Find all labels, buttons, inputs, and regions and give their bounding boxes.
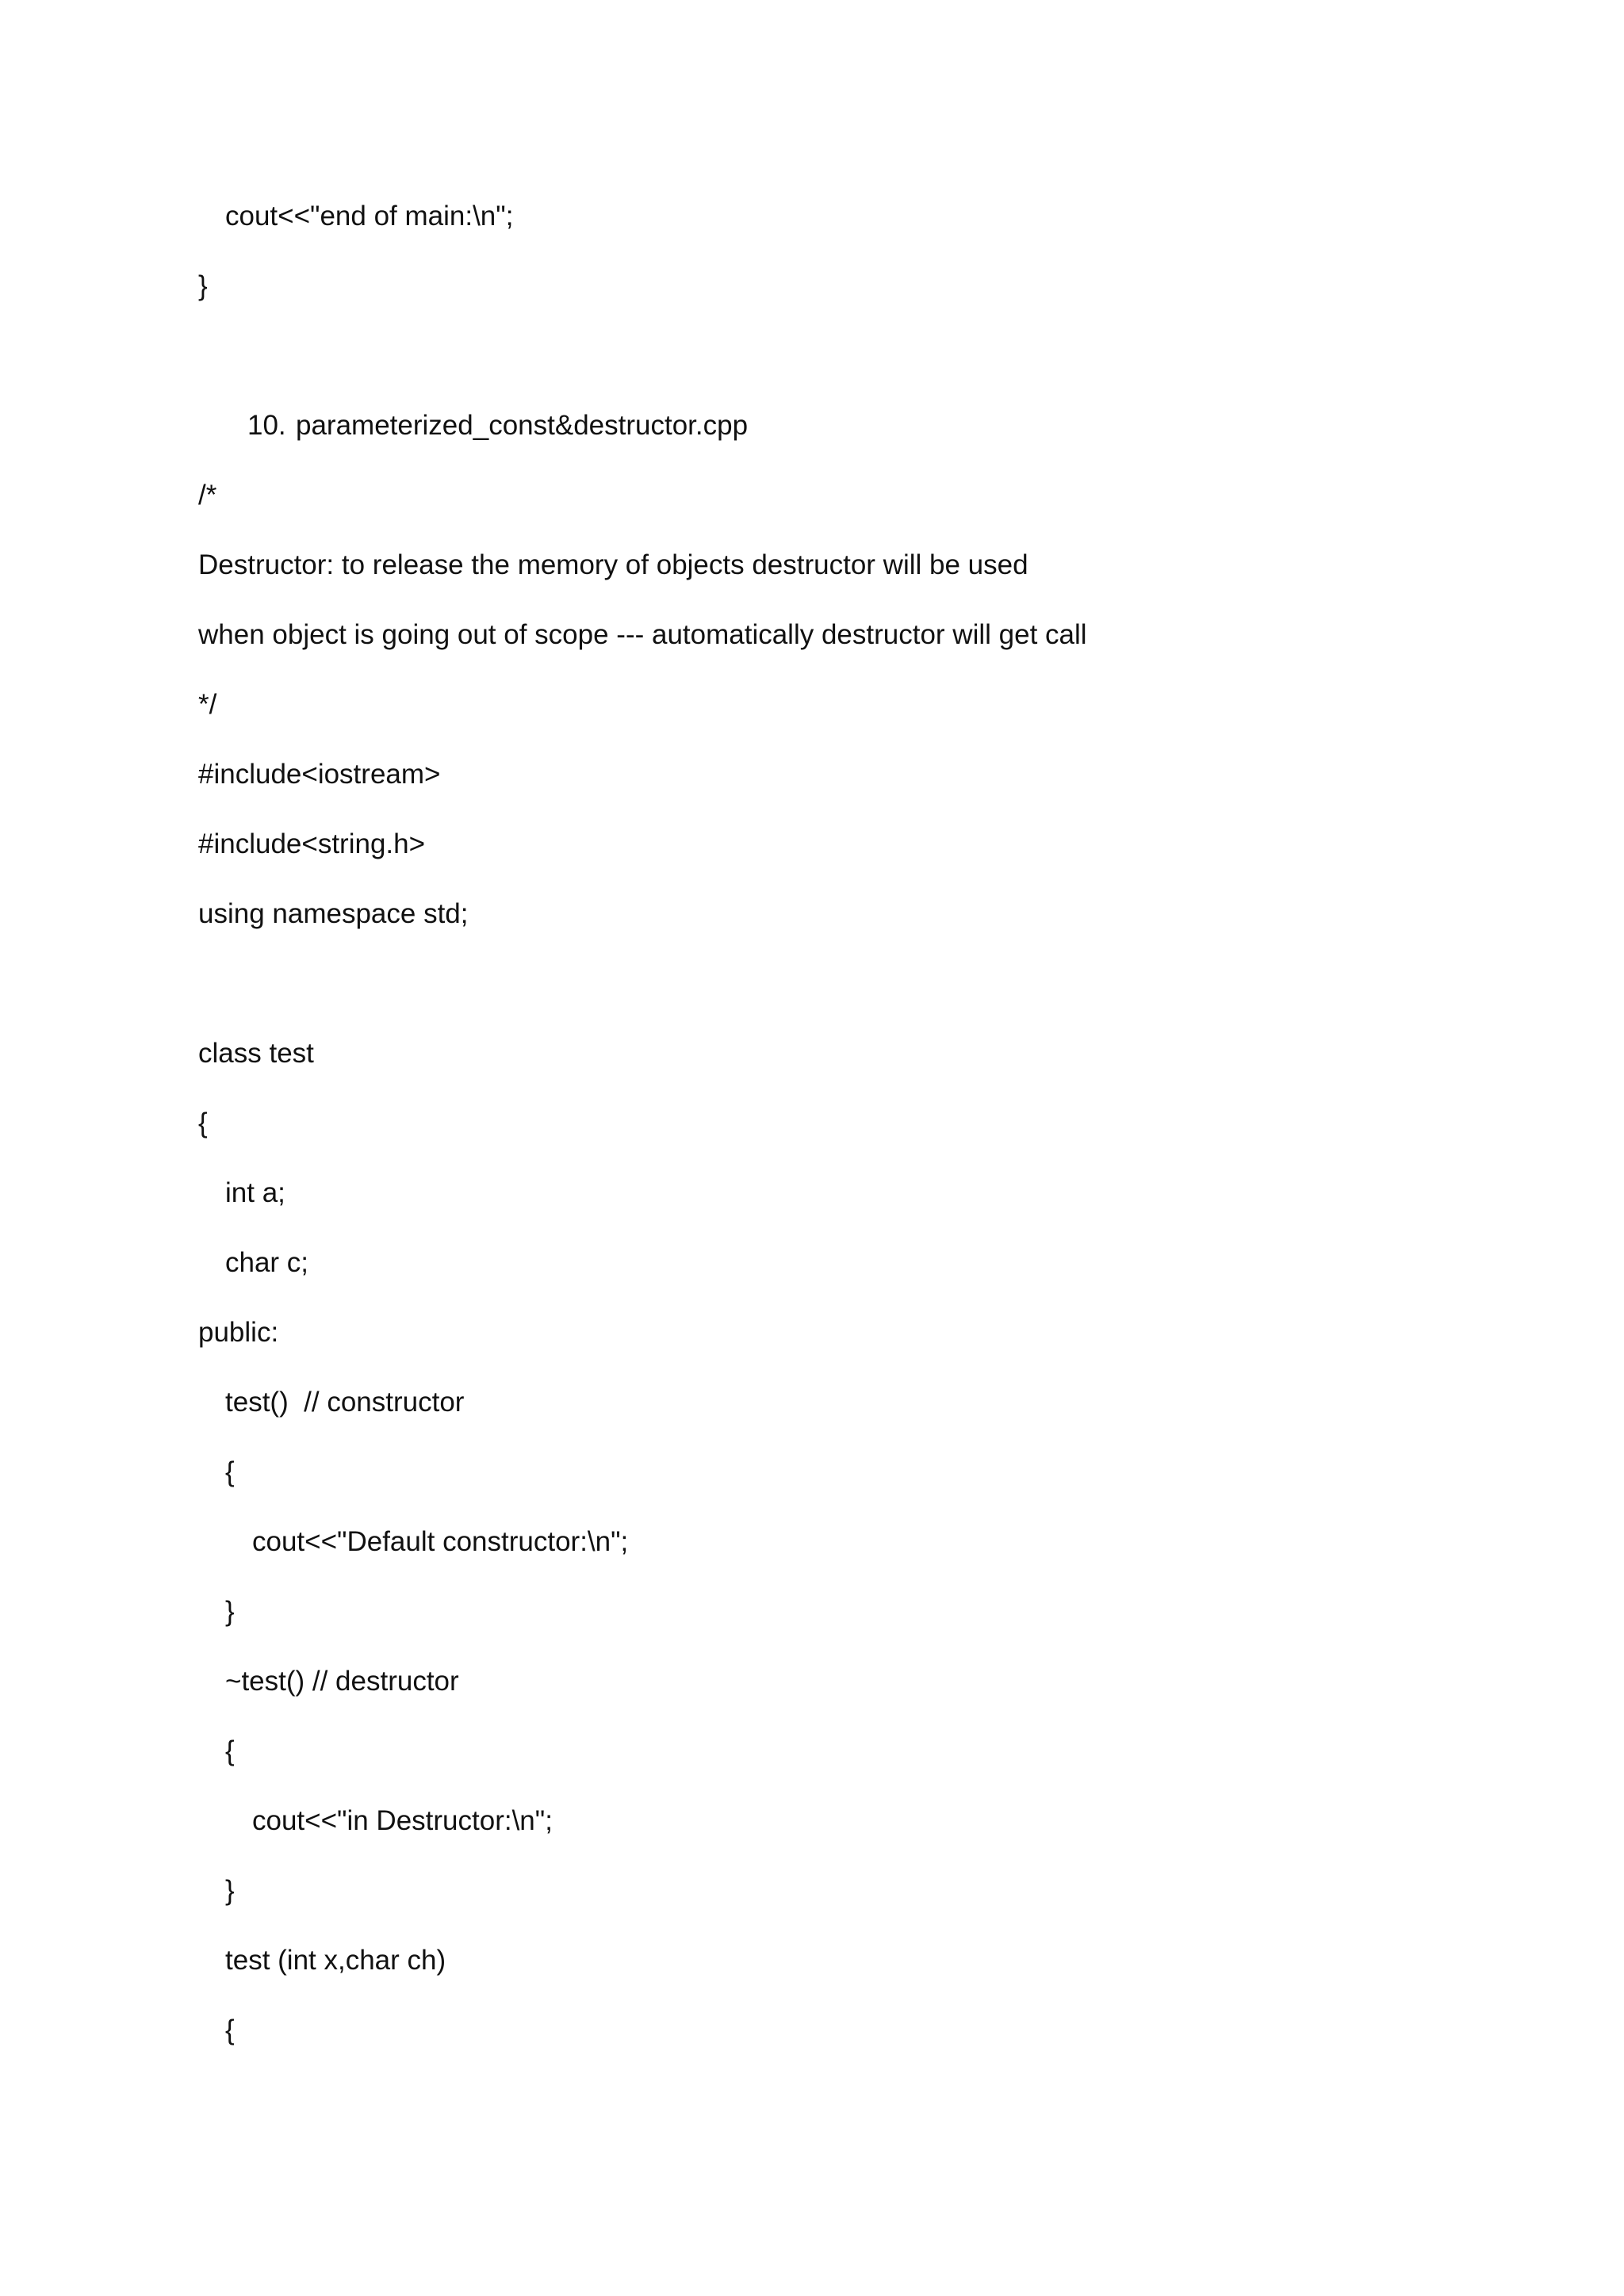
code-line: public: — [198, 1317, 279, 1348]
code-line: { — [225, 1735, 235, 1766]
code-line: ~test() // destructor — [225, 1666, 459, 1697]
code-line: test (int x,char ch) — [225, 1945, 446, 1976]
code-line: class test — [198, 1038, 314, 1069]
code-line: #include<string.h> — [198, 828, 426, 859]
code-line: #include<iostream> — [198, 759, 441, 790]
heading-title: parameterized_const&destructor.cpp — [296, 410, 749, 441]
code-line: */ — [198, 689, 217, 720]
code-line: { — [198, 1108, 208, 1138]
code-line: using namespace std; — [198, 898, 469, 929]
code-line: } — [225, 1875, 235, 1906]
code-line: cout<<"end of main:\n"; — [225, 201, 514, 232]
code-line: when object is going out of scope --- automatically destructor will get call — [198, 619, 1087, 650]
code-line: { — [225, 1456, 235, 1487]
code-line: /* — [198, 480, 217, 511]
code-line: { — [225, 2015, 235, 2045]
code-line: char c; — [225, 1247, 309, 1278]
code-line: } — [198, 270, 208, 301]
code-line: test() // constructor — [225, 1387, 465, 1418]
code-line: cout<<"Default constructor:\n"; — [252, 1526, 629, 1557]
code-line: cout<<"in Destructor:\n"; — [252, 1805, 553, 1836]
code-line: } — [225, 1596, 235, 1627]
code-line: Destructor: to release the memory of objects destructor will be used — [198, 549, 1028, 580]
code-line: int a; — [225, 1177, 285, 1208]
heading-number: 10. — [247, 410, 286, 441]
